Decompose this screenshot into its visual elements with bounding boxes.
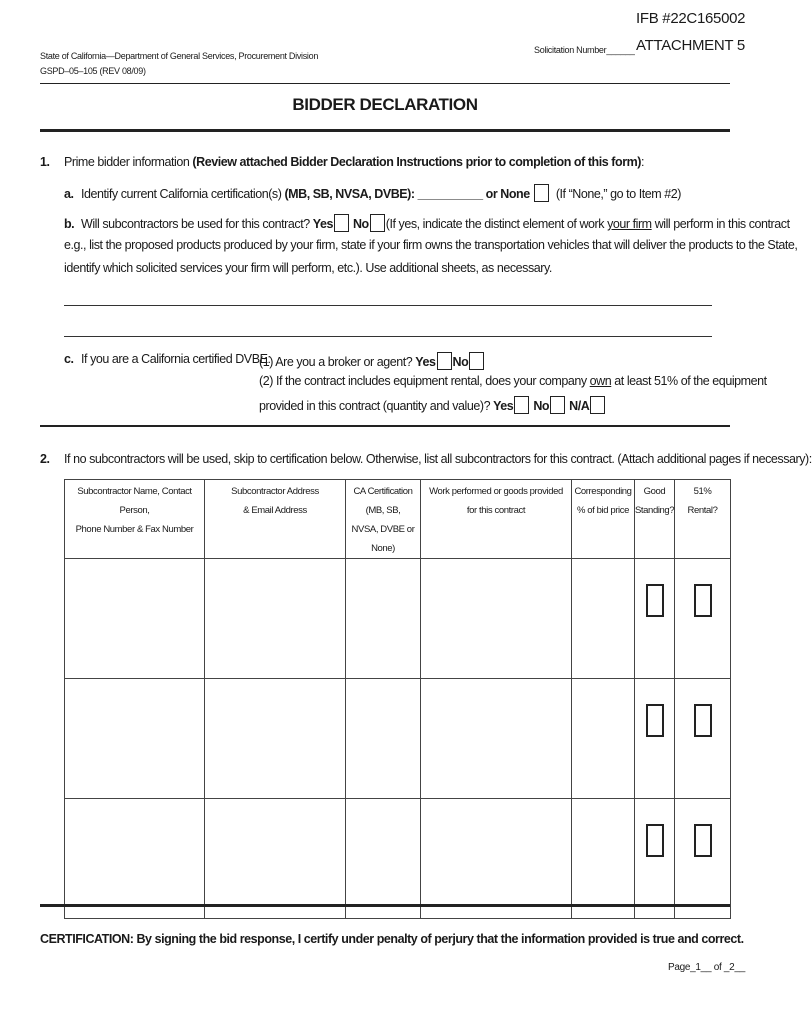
item1c-q1-text: (1) Are you a broker or agent? xyxy=(259,355,413,369)
solicitation-blank: ______ xyxy=(606,45,635,55)
rental-yes-checkbox[interactable] xyxy=(514,396,529,414)
rental-na-checkbox[interactable] xyxy=(590,396,605,414)
good-standing-checkbox[interactable] xyxy=(646,584,664,617)
col-header-work: Work performed or goods provided for this contract xyxy=(421,480,572,559)
item1a-bold: (MB, SB, NVSA, DVBE): __________ or None xyxy=(284,187,530,201)
item1a-tail: (If “None,” go to Item #2) xyxy=(555,187,681,201)
rental-yes-label: Yes xyxy=(493,399,514,413)
item2-text: If no subcontractors will be used, skip to certification below. Otherwise, list all subcontractors for this contract. (Attach additional pages if necessary): xyxy=(64,452,812,466)
page-total: _2__ xyxy=(723,962,745,973)
item1c-q3 xyxy=(259,396,606,414)
answer-line-2[interactable] xyxy=(64,336,712,337)
rental-na-label: N/A xyxy=(569,399,590,413)
item1a-line xyxy=(64,184,681,202)
rental-cell xyxy=(675,799,731,919)
good-standing-cell xyxy=(635,559,675,679)
broker-no-label: No xyxy=(452,355,469,369)
no-label: No xyxy=(352,217,369,231)
yes-label: Yes xyxy=(312,217,333,231)
rental-checkbox[interactable] xyxy=(694,704,712,737)
answer-line-1[interactable] xyxy=(64,305,712,306)
rental-checkbox[interactable] xyxy=(694,584,712,617)
col-header-good-standing: Good Standing? xyxy=(635,480,675,559)
none-checkbox[interactable] xyxy=(534,184,549,202)
item2-number: 2. xyxy=(40,452,50,466)
table-header-row xyxy=(65,480,731,559)
item1c-q2 xyxy=(259,374,767,388)
work-cell[interactable] xyxy=(421,799,572,919)
work-cell[interactable] xyxy=(421,679,572,799)
item1b-line2: e.g., list the proposed products produced by your firm, state if your firm owns the transportation vehicles that will deliver the products to the State, xyxy=(64,238,798,252)
subcontractors-no-checkbox[interactable] xyxy=(370,214,385,232)
col-header-rental: 51% Rental? xyxy=(675,480,731,559)
name-cell[interactable] xyxy=(65,679,205,799)
certification-cell[interactable] xyxy=(346,679,421,799)
item1c-q1 xyxy=(259,352,485,370)
rental-no-label: No xyxy=(533,399,550,413)
item1-lead-bold: (Review attached Bidder Declaration Instructions prior to completion of this form) xyxy=(192,155,641,169)
col-header-address: Subcontractor Address & Email Address xyxy=(205,480,346,559)
name-cell[interactable] xyxy=(65,799,205,919)
table-row xyxy=(65,559,731,679)
rental-checkbox[interactable] xyxy=(694,824,712,857)
broker-no-checkbox[interactable] xyxy=(469,352,484,370)
item1a-text: Identify current California certification(s) xyxy=(81,187,282,201)
item1b-text: Will subcontractors be used for this contract? xyxy=(81,217,310,231)
table-row xyxy=(65,679,731,799)
col-header-certification: CA Certification (MB, SB, NVSA, DVBE or None) xyxy=(346,480,421,559)
item1a-letter: a. xyxy=(64,187,74,201)
broker-yes-checkbox[interactable] xyxy=(437,352,452,370)
percent-cell[interactable] xyxy=(572,679,635,799)
item1b-letter: b. xyxy=(64,217,75,231)
rental-cell xyxy=(675,679,731,799)
col-header-name: Subcontractor Name, Contact Person, Phone Number & Fax Number xyxy=(65,480,205,559)
good-standing-cell xyxy=(635,799,675,919)
certification-divider xyxy=(40,904,730,907)
item1c-letter: c. xyxy=(64,352,74,366)
item1-lead-end: : xyxy=(640,155,645,169)
item1c-text: If you are a California certified DVBE: xyxy=(81,352,271,366)
item1c-q2-text: (2) If the contract includes equipment rental, does your company xyxy=(259,374,587,388)
solicitation-number xyxy=(534,45,635,55)
certification-cell[interactable] xyxy=(346,799,421,919)
work-cell[interactable] xyxy=(421,559,572,679)
page-label: Page xyxy=(668,962,691,973)
section-divider xyxy=(40,425,730,427)
item1-line xyxy=(40,155,644,169)
certification-cell[interactable] xyxy=(346,559,421,679)
col-header-percent: Corresponding % of bid price xyxy=(572,480,635,559)
good-standing-checkbox[interactable] xyxy=(646,824,664,857)
item1c-line xyxy=(64,352,271,366)
percent-cell[interactable] xyxy=(572,559,635,679)
good-standing-checkbox[interactable] xyxy=(646,704,664,737)
page-title: BIDDER DECLARATION xyxy=(292,95,478,114)
solicitation-label: Solicitation Number xyxy=(534,45,607,55)
item1c-q2-underlined: own xyxy=(589,374,612,388)
subcontractor-table xyxy=(64,479,731,919)
address-cell[interactable] xyxy=(205,679,346,799)
page-footer xyxy=(668,962,745,973)
ifb-number: IFB #22C165002 xyxy=(636,10,746,27)
item1b-text3: will perform in this contract xyxy=(654,217,790,231)
rental-cell xyxy=(675,559,731,679)
title-divider xyxy=(40,129,730,132)
rental-no-checkbox[interactable] xyxy=(550,396,565,414)
broker-yes-label: Yes xyxy=(415,355,436,369)
item1-number: 1. xyxy=(40,155,50,169)
item1c-q3-text: provided in this contract (quantity and value)? xyxy=(259,399,491,413)
address-cell[interactable] xyxy=(205,799,346,919)
agency-name: State of California—Department of General Services, Procurement Division xyxy=(40,51,319,61)
item1b-underlined: your firm xyxy=(607,217,652,231)
item2-line xyxy=(40,452,812,466)
good-standing-cell xyxy=(635,679,675,799)
table-row xyxy=(65,799,731,919)
attachment-label: ATTACHMENT 5 xyxy=(636,37,745,54)
item1b-text2: (If yes, indicate the distinct element of work xyxy=(385,217,605,231)
item1b-line xyxy=(64,214,790,232)
name-cell[interactable] xyxy=(65,559,205,679)
address-cell[interactable] xyxy=(205,559,346,679)
header-divider xyxy=(40,83,730,84)
item1-lead: Prime bidder information xyxy=(64,155,190,169)
item1b-line3: identify which solicited services your firm will perform, etc.). Use additional sheets, as necessary. xyxy=(64,261,552,275)
percent-cell[interactable] xyxy=(572,799,635,919)
of-label: of xyxy=(713,962,722,973)
form-id: GSPD–05–105 (REV 08/09) xyxy=(40,66,146,76)
page-number: _1__ xyxy=(690,962,712,973)
subcontractors-yes-checkbox[interactable] xyxy=(334,214,349,232)
item1c-q2-end: at least 51% of the equipment xyxy=(614,374,767,388)
certification-statement: CERTIFICATION: By signing the bid response, I certify under penalty of perjury that the information provided is true and correct. xyxy=(40,932,744,946)
